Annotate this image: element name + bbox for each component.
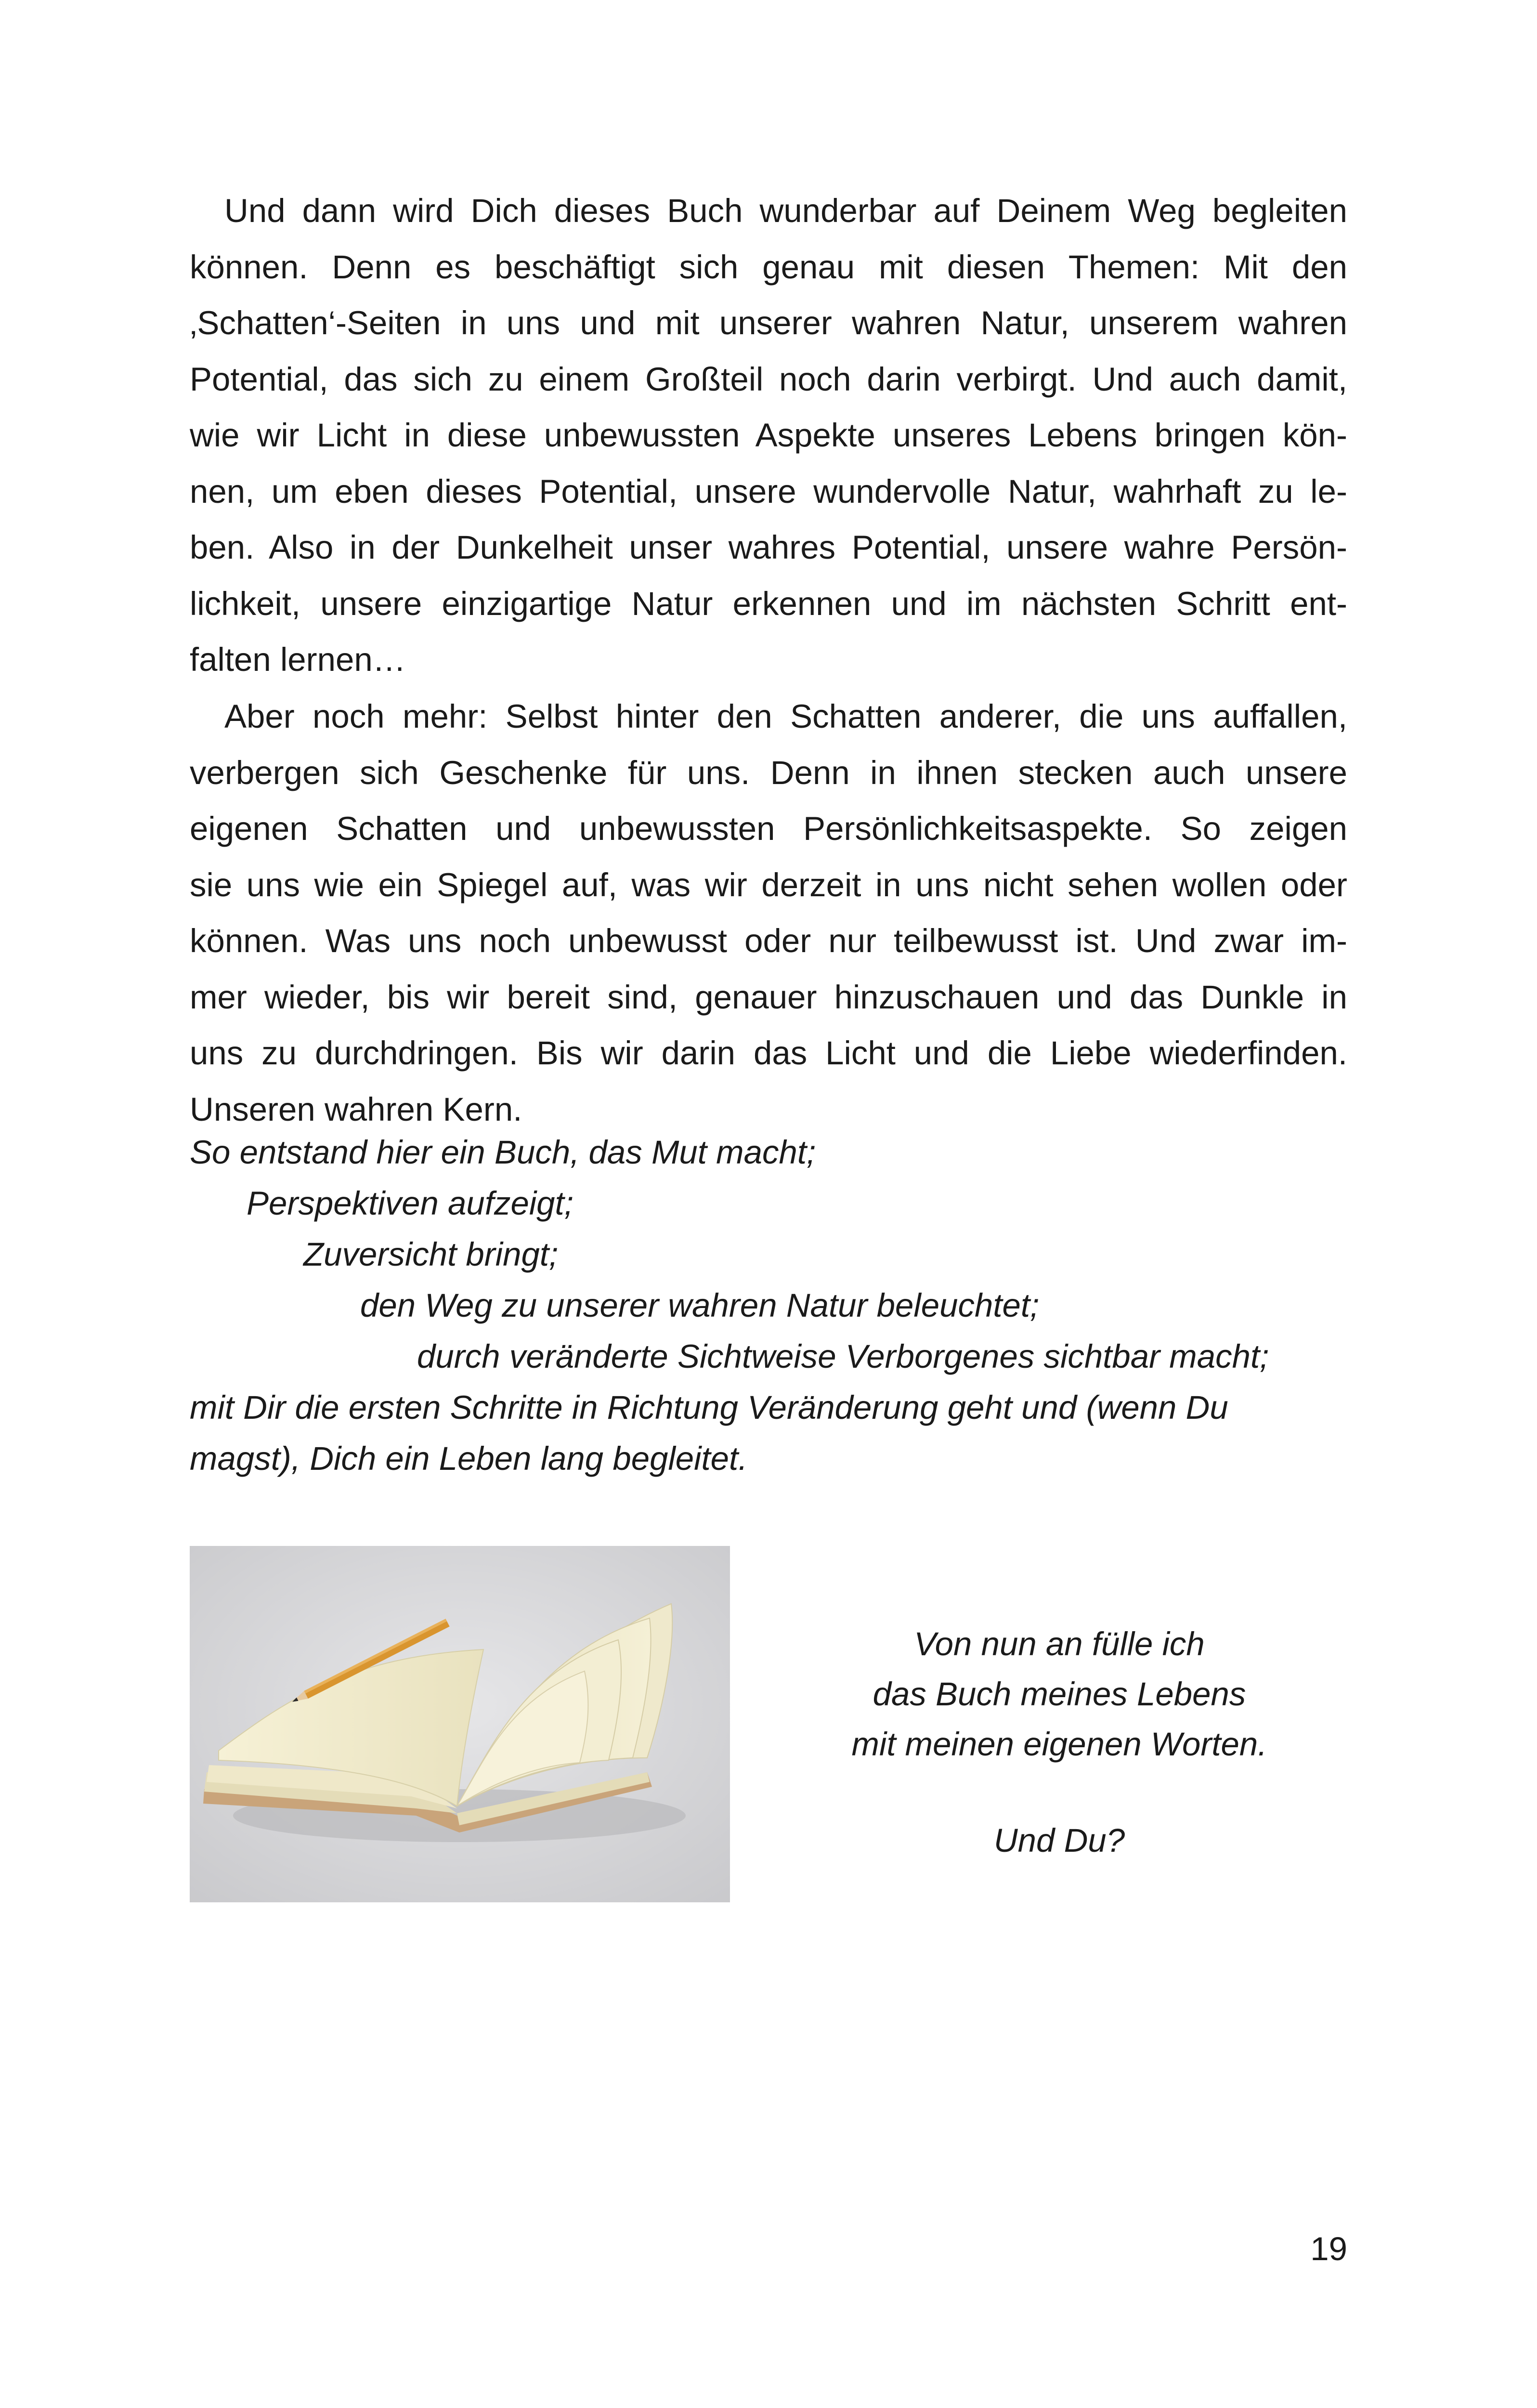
caption-question: Und Du? <box>993 1822 1125 1859</box>
poem-line: den Weg zu unserer wahren Natur beleuchtet; <box>360 1287 1040 1324</box>
paragraph-line: sie uns wie ein Spiegel auf, was wir derzeit in uns nicht sehen wollen oder <box>190 866 1347 903</box>
caption-spacer <box>780 1769 1339 1816</box>
open-notebook-photo <box>190 1546 730 1902</box>
paragraph-line: Und dann wird Dich dieses Buch wunderbar auf Deinem Weg begleiten <box>224 192 1347 229</box>
paragraph-2 <box>190 689 1347 1138</box>
closing-caption <box>780 1619 1339 1866</box>
paragraph-line: können. Was uns noch unbewusst oder nur teilbewusst ist. Und zwar im- <box>190 922 1347 959</box>
paragraph-line: falten lernen… <box>190 641 406 678</box>
paragraph-1 <box>190 183 1347 688</box>
paragraph-line: ‚Schatten‘-Seiten in uns und mit unserer wahren Natur, unserem wahren <box>190 304 1347 341</box>
paragraph-line: uns zu durchdringen. Bis wir darin das Licht und die Liebe wiederfinden. <box>190 1034 1347 1072</box>
poem-line: So entstand hier ein Buch, das Mut macht; <box>190 1134 816 1171</box>
paragraph-line: lichkeit, unsere einzigartige Natur erkennen und im nächsten Schritt ent- <box>190 585 1347 622</box>
paragraph-line: mer wieder, bis wir bereit sind, genauer hinzuschauen und das Dunkle in <box>190 978 1347 1016</box>
paragraph-line: Unseren wahren Kern. <box>190 1090 522 1128</box>
paragraph-line: eigenen Schatten und unbewussten Persönlichkeitsaspekte. So zeigen <box>190 810 1347 847</box>
poem-line: magst), Dich ein Leben lang begleitet. <box>190 1440 748 1477</box>
poem-line: Perspektiven aufzeigt; <box>247 1185 573 1222</box>
paragraph-line: wie wir Licht in diese unbewussten Aspekte unseres Lebens bringen kön- <box>190 417 1347 454</box>
paragraph-line: können. Denn es beschäftigt sich genau mit diesen Themen: Mit den <box>190 248 1347 286</box>
paragraph-line: Potential, das sich zu einem Großteil noch darin verbirgt. Und auch damit, <box>190 360 1347 398</box>
poem <box>190 1127 1355 1484</box>
caption-line: Von nun an fülle ich <box>914 1625 1205 1662</box>
paragraph-line: Aber noch mehr: Selbst hinter den Schatten anderer, die uns auffallen, <box>224 698 1347 735</box>
paragraph-line: nen, um eben dieses Potential, unsere wundervolle Natur, wahrhaft zu le- <box>190 472 1347 510</box>
poem-line: durch veränderte Sichtweise Verborgenes sichtbar macht; <box>417 1338 1269 1375</box>
page-number: 19 <box>1310 2230 1347 2267</box>
caption-line: mit meinen eigenen Worten. <box>851 1726 1267 1763</box>
paragraph-line: ben. Also in der Dunkelheit unser wahres Potential, unsere wahre Persön- <box>190 529 1347 566</box>
poem-line: Zuversicht bringt; <box>303 1236 559 1273</box>
poem-line: mit Dir die ersten Schritte in Richtung Veränderung geht und (wenn Du <box>190 1389 1228 1426</box>
caption-line: das Buch meines Lebens <box>873 1675 1246 1713</box>
paragraph-line: verbergen sich Geschenke für uns. Denn in ihnen stecken auch unsere <box>190 754 1347 791</box>
